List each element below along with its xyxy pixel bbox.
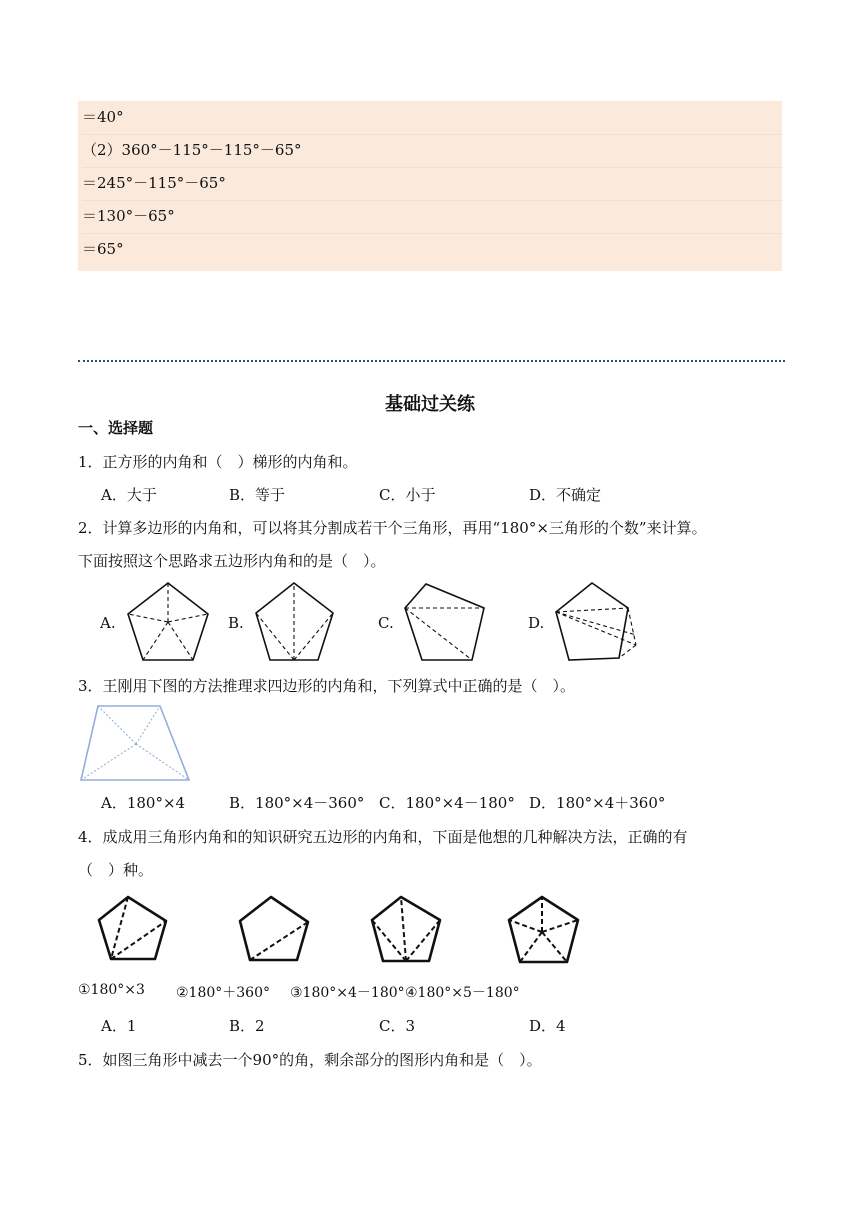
pentagon-figure-b <box>253 580 337 664</box>
question-5-stem: 5．如图三角形中减去一个90°的角，剩余部分的图形内角和是（ ）。 <box>78 1051 542 1069</box>
solution-line: （2）360°－115°－115°－65° <box>82 134 782 168</box>
q4-method-2: ②180°＋360° <box>176 985 270 1001</box>
q4-method-3: ③180°×4－180° <box>290 985 405 1001</box>
pentagon-figure-a <box>124 580 214 664</box>
pentagon-method-3 <box>369 894 443 966</box>
q4-option-b[interactable]: B．2 <box>229 1017 265 1035</box>
section-title: 基础过关练 <box>385 394 475 415</box>
q2-option-a-label[interactable]: A. <box>100 614 116 632</box>
pentagon-method-4 <box>506 894 580 966</box>
q2-option-b-label[interactable]: B. <box>228 614 244 632</box>
q4-option-c[interactable]: C．3 <box>379 1017 416 1035</box>
q4-option-a[interactable]: A．1 <box>101 1017 137 1035</box>
question-3-stem: 3．王刚用下图的方法推理求四边形的内角和，下列算式中正确的是（ ）。 <box>78 677 576 695</box>
pentagon-method-1 <box>96 894 170 964</box>
solution-line: ＝65° <box>82 240 124 258</box>
question-2-stem-line2: 下面按照这个思路求五边形内角和的是（ ）。 <box>78 552 386 570</box>
question-1-stem: 1．正方形的内角和（ ）梯形的内角和。 <box>78 453 358 471</box>
q4-option-d[interactable]: D．4 <box>529 1017 566 1035</box>
q4-method-4: ④180°×5－180° <box>405 985 520 1001</box>
q3-option-d[interactable]: D．180°×4＋360° <box>529 794 666 812</box>
question-4-stem-line2: （ ）种。 <box>78 861 154 879</box>
q3-option-c[interactable]: C．180°×4－180° <box>379 794 515 812</box>
q1-option-c[interactable]: C．小于 <box>379 486 436 504</box>
question-2-stem-line1: 2．计算多边形的内角和，可以将其分割成若干个三角形，再用“180°×三角形的个数”来计算。 <box>78 519 707 537</box>
q1-option-b[interactable]: B．等于 <box>229 486 286 504</box>
q1-option-d[interactable]: D．不确定 <box>529 486 602 504</box>
q4-method-1: ①180°×3 <box>78 982 145 998</box>
section-divider <box>78 360 785 362</box>
solution-line: ＝130°－65° <box>82 200 782 234</box>
q2-option-c-label[interactable]: C. <box>378 614 394 632</box>
pentagon-figure-c <box>402 580 492 664</box>
q3-option-b[interactable]: B．180°×4－360° <box>229 794 365 812</box>
question-4-stem-line1: 4．成成用三角形内角和的知识研究五边形的内角和，下面是他想的几种解决方法，正确的有 <box>78 828 688 846</box>
q2-option-d-label[interactable]: D. <box>528 614 545 632</box>
pentagon-method-2 <box>237 894 311 964</box>
solution-box <box>78 101 782 271</box>
q3-option-a[interactable]: A．180°×4 <box>101 794 186 812</box>
trapezoid-figure <box>78 704 192 782</box>
solution-line: ＝245°－115°－65° <box>82 167 782 201</box>
pentagon-figure-d <box>553 580 641 664</box>
q1-option-a[interactable]: A．大于 <box>101 486 157 504</box>
part-title: 一、选择题 <box>78 419 154 437</box>
solution-line: ＝40° <box>82 101 782 135</box>
